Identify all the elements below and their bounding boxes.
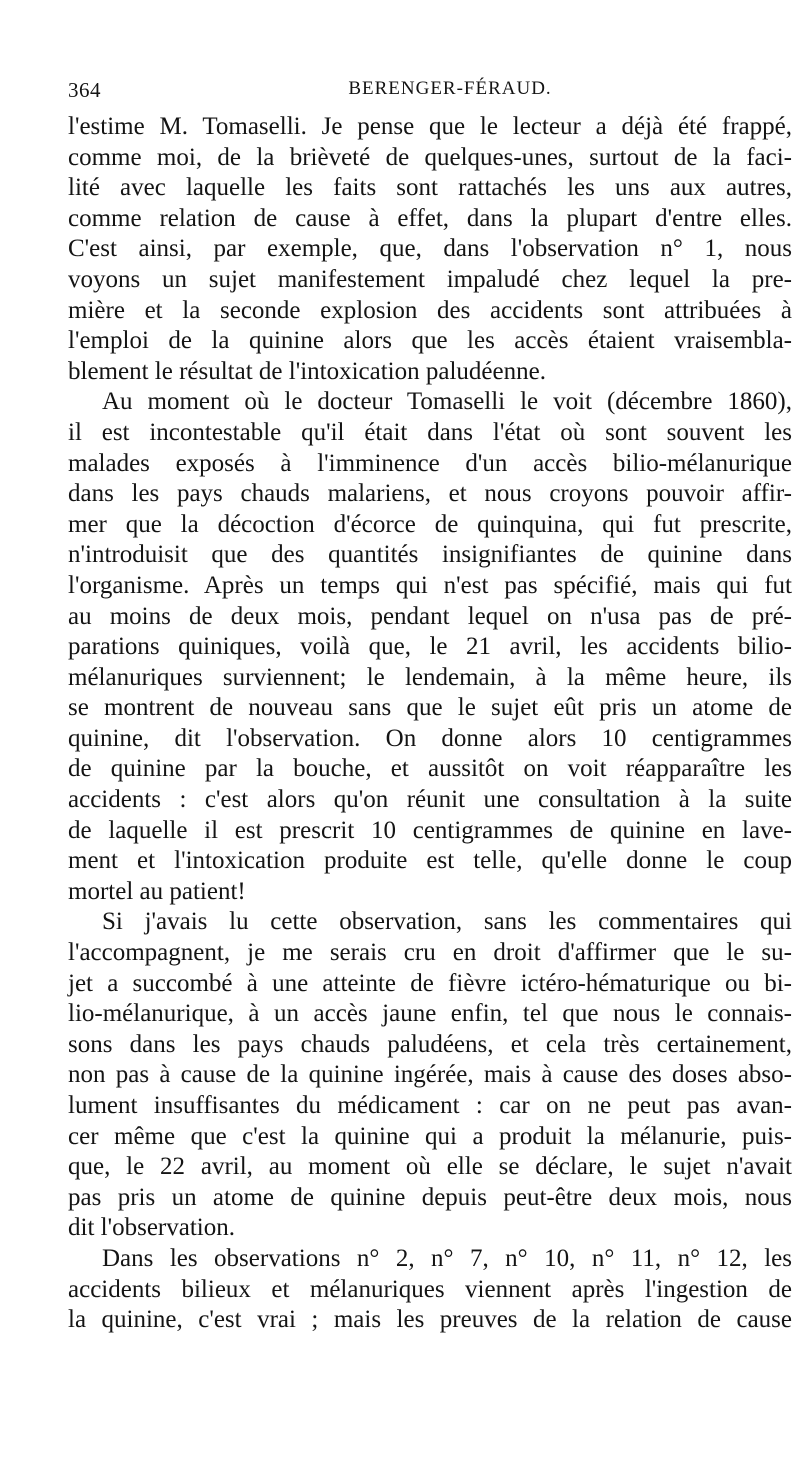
text-line: mer que la décoction d'écorce de quinquina, qui fut prescrite,: [68, 510, 792, 538]
text-line: de laquelle il est prescrit 10 centigrammes de quinine en lave-: [68, 816, 792, 844]
text-line: lité avec laquelle les faits sont rattachés les uns aux autres,: [68, 174, 792, 202]
text-line: accidents bilieux et mélanuriques viennent après l'ingestion de: [68, 1275, 792, 1303]
text-line: accidents : c'est alors qu'on réunit une consultation à la suite: [68, 786, 792, 814]
text-line: cer même que c'est la quinine qui a produit la mélanurie, puis-: [68, 1122, 792, 1150]
text-line: non pas à cause de la quinine ingérée, mais à cause des doses abso-: [68, 1061, 792, 1089]
text-line: au moins de deux mois, pendant lequel on n'usa pas de pré-: [68, 602, 792, 630]
text-line: de quinine par la bouche, et aussitôt on voit réapparaître les: [68, 755, 792, 783]
paragraph: [68, 112, 792, 387]
text-line: Si j'avais lu cette observation, sans les commentaires qui: [102, 908, 792, 936]
text-line: sons dans les pays chauds paludéens, et cela très certainement,: [68, 1030, 792, 1058]
text-line: pas pris un atome de quinine depuis peut-être deux mois, nous: [68, 1183, 792, 1211]
text-line: Au moment où le docteur Tomaselli le voit (décembre 1860),: [102, 388, 792, 416]
text-line: mortel au patient!: [68, 877, 246, 905]
paragraph: [68, 1244, 792, 1336]
text-line: Dans les observations n° 2, n° 7, n° 10, n° 11, n° 12, les: [102, 1244, 792, 1272]
text-line: comme relation de cause à effet, dans la plupart d'entre elles.: [68, 204, 792, 232]
text-line: mélanuriques surviennent; le lendemain, à la même heure, ils: [68, 663, 792, 691]
text-line: l'organisme. Après un temps qui n'est pas spécifié, mais qui fut: [68, 571, 792, 599]
text-line: la quinine, c'est vrai ; mais les preuves de la relation de cause: [68, 1306, 792, 1334]
text-line: voyons un sujet manifestement impaludé chez lequel la pre-: [68, 265, 792, 293]
paragraph: [68, 907, 792, 1244]
text-line: n'introduisit que des quantités insignifiantes de quinine dans: [68, 541, 792, 569]
text-line: dit l'observation.: [68, 1214, 235, 1242]
text-line: parations quiniques, voilà que, le 21 avril, les accidents bilio-: [68, 633, 792, 661]
text-line: ment et l'intoxication produite est telle, qu'elle donne le coup: [68, 847, 792, 875]
text-line: que, le 22 avril, au moment où elle se déclare, le sujet n'avait: [68, 1153, 792, 1181]
text-line: il est incontestable qu'il était dans l'état où sont souvent les: [68, 418, 792, 446]
text-line: jet a succombé à une atteinte de fièvre ictéro-hématurique ou bi-: [68, 969, 792, 997]
body-text: [68, 112, 792, 1336]
text-line: l'accompagnent, je me serais cru en droit d'affirmer que le su-: [68, 939, 792, 967]
text-line: lio-mélanurique, à un accès jaune enfin, tel que nous le connais-: [68, 1000, 792, 1028]
page-number: 364: [68, 78, 101, 102]
text-line: C'est ainsi, par exemple, que, dans l'observation n° 1, nous: [68, 235, 792, 263]
text-line: lument insuffisantes du médicament : car on ne peut pas avan-: [68, 1092, 792, 1119]
running-title: BERENGER-FÉRAUD.: [348, 78, 552, 99]
text-line: quinine, dit l'observation. On donne alors 10 centigrammes: [68, 724, 792, 752]
text-line: mière et la seconde explosion des accidents sont attribuées à: [68, 296, 792, 324]
text-line: se montrent de nouveau sans que le sujet eût pris un atome de: [68, 694, 792, 722]
text-line: l'estime M. Tomaselli. Je pense que le lecteur a déjà été frappé,: [68, 113, 792, 140]
text-line: l'emploi de la quinine alors que les accès étaient vraisembla-: [68, 327, 792, 355]
text-line: malades exposés à l'imminence d'un accès bilio-mélanurique: [68, 449, 792, 477]
running-head: [68, 78, 792, 112]
book-page: [68, 78, 792, 1336]
text-line: comme moi, de la brièveté de quelques-unes, surtout de la faci-: [68, 143, 792, 171]
text-line: blement le résultat de l'intoxication paludéenne.: [68, 357, 546, 385]
paragraph: [68, 387, 792, 907]
text-line: dans les pays chauds malariens, et nous croyons pouvoir affir-: [68, 480, 792, 508]
